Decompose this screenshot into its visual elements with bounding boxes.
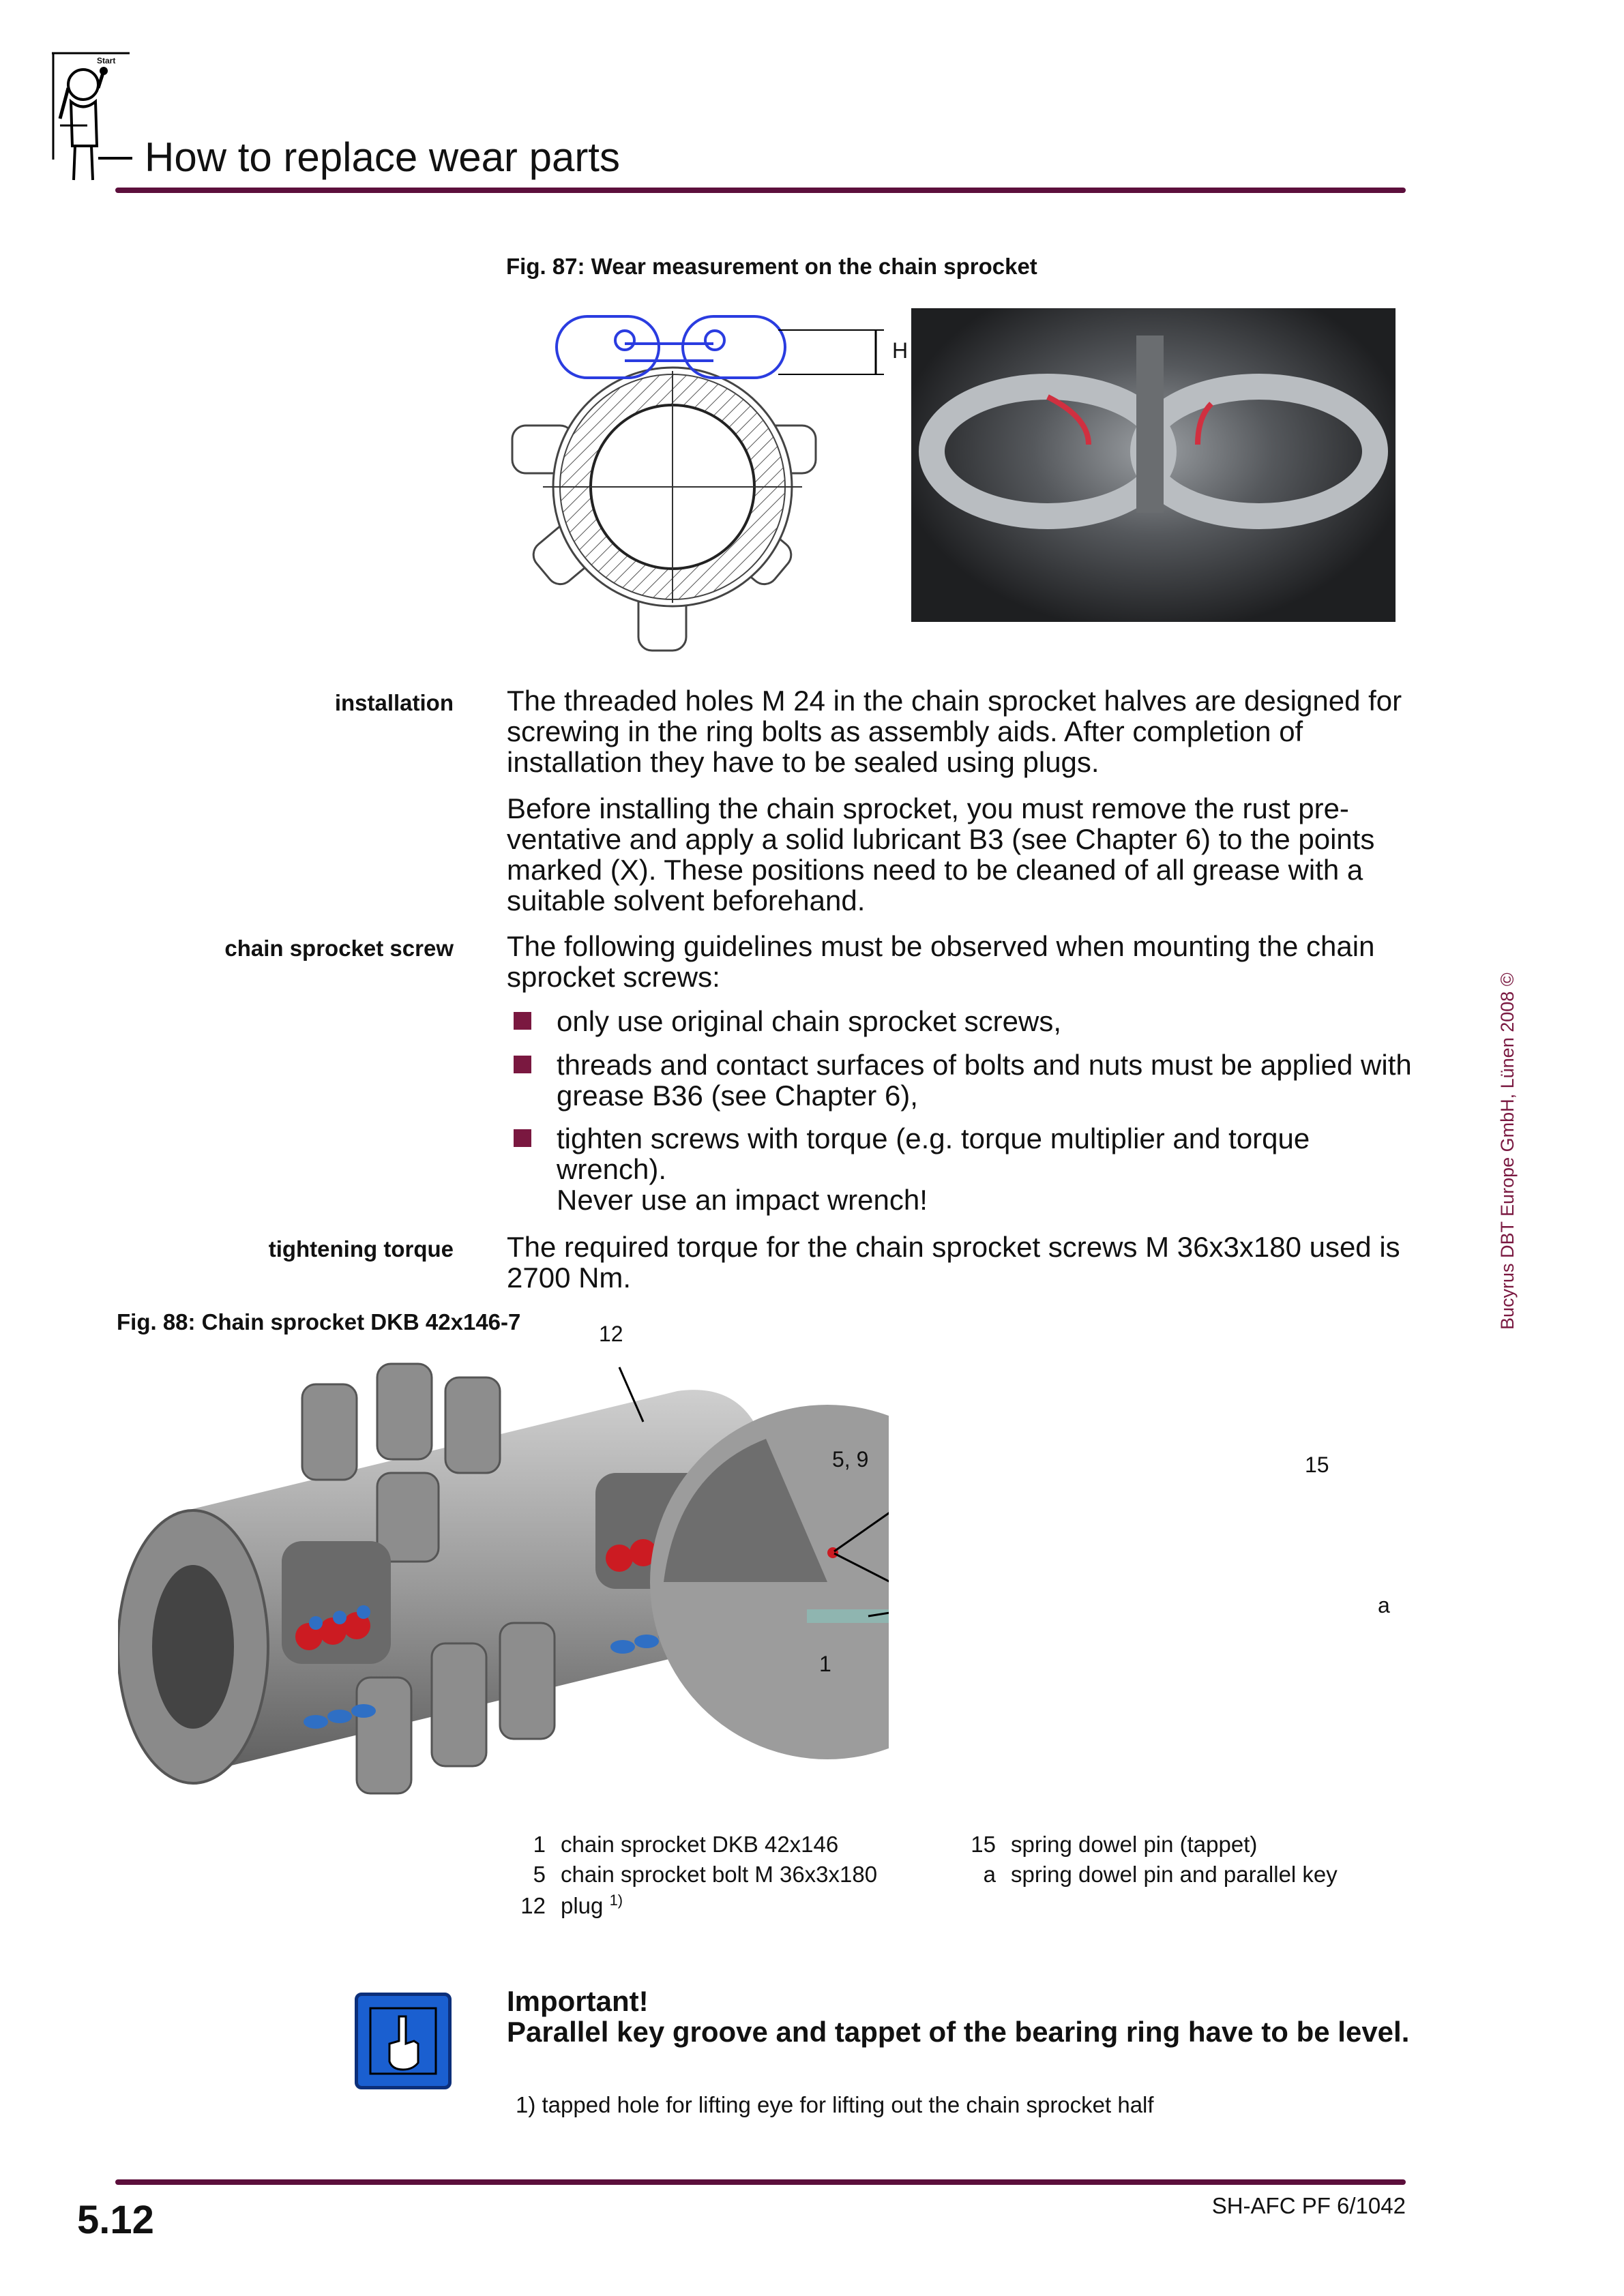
- bullet-note: Never use an impact wrench!: [557, 1184, 928, 1216]
- legend-item: [955, 1862, 1338, 1888]
- copyright-symbol: ©: [1497, 972, 1518, 987]
- bullet-icon: [514, 1056, 531, 1073]
- tightening-torque-label: tightening torque: [268, 1236, 454, 1262]
- legend-item: [505, 1832, 838, 1858]
- header-logo: [48, 50, 134, 184]
- screw-intro: The following guidelines must be observed when mounting the chain sprocket screws:: [507, 930, 1375, 993]
- legend-number: 1: [533, 1832, 546, 1857]
- bullet-item: tighten screws with torque (e.g. torque multiplier and torque wrench).: [557, 1122, 1310, 1185]
- worker-start-icon: [48, 50, 134, 184]
- legend-number: 12: [520, 1893, 546, 1918]
- legend-text: spring dowel pin (tappet): [1011, 1832, 1258, 1857]
- chain-photo: [911, 308, 1396, 622]
- callout-5-9: 5, 9: [832, 1447, 869, 1472]
- sprocket-3d-render: [118, 1322, 889, 1828]
- callout-1: 1: [819, 1652, 831, 1676]
- legend-item: [505, 1892, 623, 1919]
- legend-item: [955, 1832, 1257, 1858]
- copyright-notice: [1497, 972, 1518, 1330]
- bullet-icon: [514, 1012, 531, 1030]
- callout-12: 12: [599, 1322, 623, 1346]
- footer-rule: [115, 2179, 1406, 2185]
- torque-text: The required torque for the chain sprocket screws M 36x3x180 used is 2700 Nm.: [507, 1231, 1400, 1294]
- page-number: 5.12: [77, 2198, 154, 2242]
- legend-item: [505, 1862, 877, 1888]
- copyright-text: Bucyrus DBT Europe GmbH, Lünen 2008: [1497, 991, 1518, 1330]
- bullet-item: threads and contact surfaces of bolts and nuts must be applied with grease B36 (see Chapter 6),: [557, 1049, 1412, 1112]
- legend-number: a: [983, 1862, 996, 1887]
- dimension-h-label: H: [892, 338, 909, 363]
- footnote-ref: 1): [609, 1892, 623, 1909]
- important-notice: [507, 1986, 1421, 2047]
- installation-label: installation: [334, 690, 454, 715]
- hand-pointer-icon: [355, 1993, 452, 2089]
- installation-paragraph-2: Before installing the chain sprocket, you must remove the rust pre-ventative and apply a solid lubricant B3 (see Chapter 6) to the points marked (X). These positions need to be cleaned of all grease with a suitable solvent beforehand.: [507, 792, 1375, 916]
- legend-text: spring dowel pin and parallel key: [1011, 1862, 1338, 1887]
- important-text: Parallel key groove and tappet of the bearing ring have to be level.: [507, 2016, 1410, 2048]
- fig87-caption: Fig. 87: Wear measurement on the chain sprocket: [506, 254, 1037, 279]
- legend-number: 5: [533, 1862, 546, 1887]
- legend-text: chain sprocket DKB 42x146: [561, 1832, 839, 1857]
- legend-number: 15: [971, 1832, 996, 1857]
- legend-text: chain sprocket bolt M 36x3x180: [561, 1862, 878, 1887]
- bullet-icon: [514, 1129, 531, 1147]
- header-rule: [115, 188, 1406, 193]
- bullet-item: only use original chain sprocket screws,: [557, 1005, 1062, 1037]
- callout-a: a: [1378, 1593, 1390, 1617]
- important-heading: Important!: [507, 1985, 649, 2017]
- logo-start-text: Start: [97, 56, 116, 65]
- legend-text: plug: [561, 1893, 604, 1918]
- fig88-caption: Fig. 88: Chain sprocket DKB 42x146-7: [117, 1309, 521, 1335]
- document-id: SH-AFC PF 6/1042: [1211, 2193, 1406, 2218]
- sprocket-drawing: [502, 303, 911, 657]
- installation-paragraph-1: The threaded holes M 24 in the chain sprocket halves are designed for screwing in the ring bolts as assembly aids. After completion of installation they have to be sealed using plugs.: [507, 685, 1402, 778]
- chain-sprocket-screw-label: chain sprocket screw: [224, 936, 454, 961]
- page-title: How to replace wear parts: [145, 134, 620, 180]
- footnote: 1) tapped hole for lifting eye for lifting out the chain sprocket half: [516, 2092, 1154, 2117]
- callout-15: 15: [1305, 1452, 1329, 1477]
